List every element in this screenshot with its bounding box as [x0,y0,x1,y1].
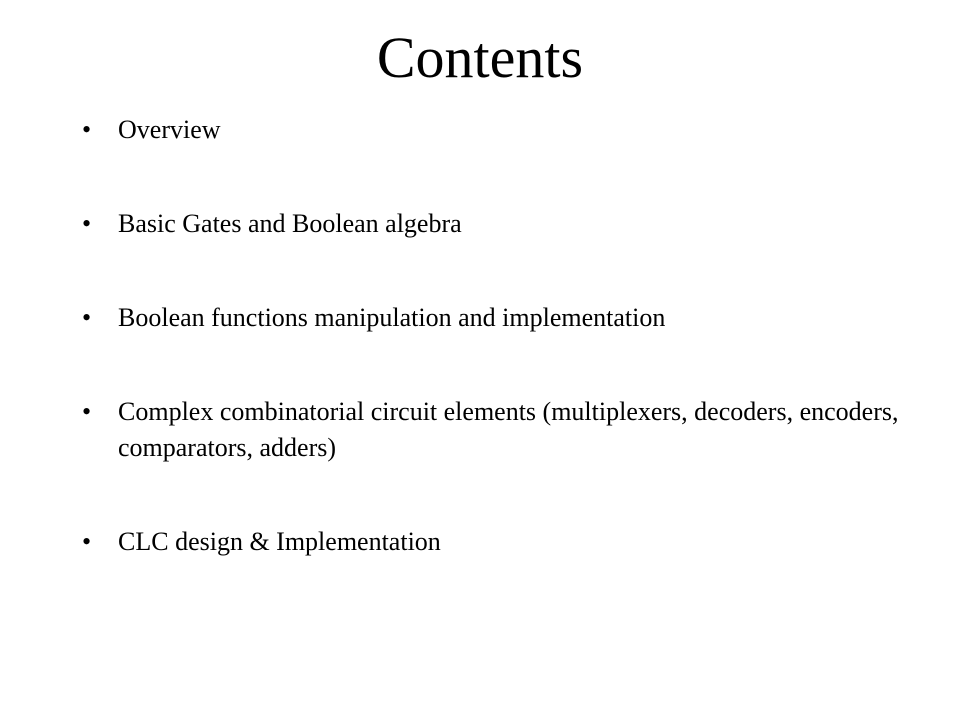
list-item-overview [82,112,922,148]
list-item-label: Complex combinatorial circuit elements (multiplexers, decoders, encoders, comparators, adders) [118,397,899,462]
list-item-label: Boolean functions manipulation and implementation [118,303,666,332]
contents-list [82,112,922,618]
list-item-label: Basic Gates and Boolean algebra [118,209,462,238]
list-item-label: CLC design & Implementation [118,527,441,556]
list-item-clc-design [82,524,922,560]
list-item-basic-gates [82,206,922,242]
list-item-label: Overview [118,115,221,144]
list-item-boolean-functions [82,300,922,336]
bullet-icon: • [82,115,92,144]
bullet-icon: • [82,527,92,556]
bullet-icon: • [82,209,92,238]
bullet-icon: • [82,397,92,426]
list-item-complex-elements [82,394,922,466]
slide-title: Contents [376,25,584,90]
bullet-icon: • [82,303,92,332]
